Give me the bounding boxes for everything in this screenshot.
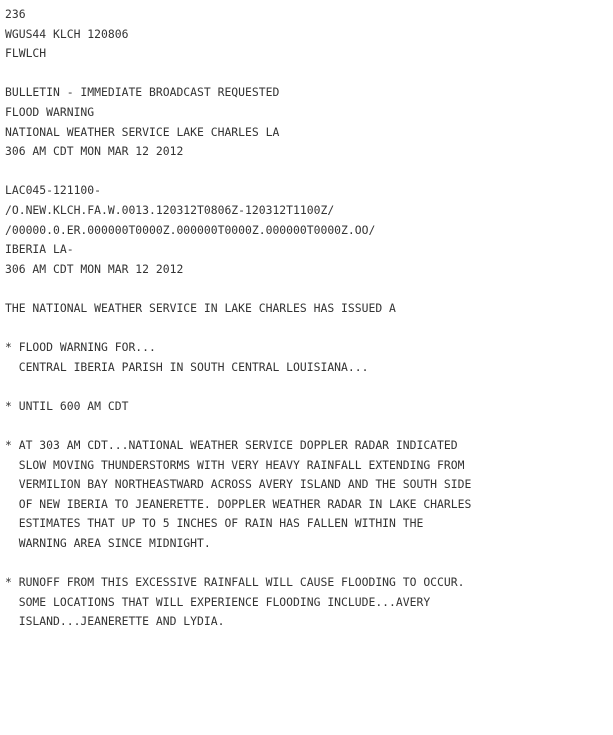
bulletin-line bbox=[5, 319, 613, 339]
bulletin-line: /00000.0.ER.000000T0000Z.000000T0000Z.000000T0000Z.OO/ bbox=[5, 222, 376, 237]
bulletin-line: 306 AM CDT MON MAR 12 2012 bbox=[5, 144, 184, 159]
bulletin-line bbox=[5, 416, 613, 436]
bulletin-line: 306 AM CDT MON MAR 12 2012 bbox=[5, 261, 184, 276]
bulletin-line: 236 bbox=[5, 7, 26, 21]
bulletin-line: * AT 303 AM CDT...NATIONAL WEATHER SERVICE DOPPLER RADAR INDICATED bbox=[5, 438, 458, 453]
bulletin-line: WARNING AREA SINCE MIDNIGHT. bbox=[5, 536, 211, 551]
bulletin-line: CENTRAL IBERIA PARISH IN SOUTH CENTRAL LOUISIANA... bbox=[5, 359, 369, 374]
bulletin-line bbox=[5, 279, 613, 299]
bulletin-line: BULLETIN - IMMEDIATE BROADCAST REQUESTED bbox=[5, 85, 280, 100]
bulletin-line: * RUNOFF FROM THIS EXCESSIVE RAINFALL WILL CAUSE FLOODING TO OCCUR. bbox=[5, 575, 465, 590]
bulletin-line bbox=[5, 554, 613, 574]
bulletin-line: * UNTIL 600 AM CDT bbox=[5, 398, 129, 413]
bulletin-line: ISLAND...JEANERETTE AND LYDIA. bbox=[5, 614, 225, 629]
bulletin-line: SLOW MOVING THUNDERSTORMS WITH VERY HEAVY RAINFALL EXTENDING FROM bbox=[5, 457, 465, 472]
bulletin-line: VERMILION BAY NORTHEASTWARD ACROSS AVERY ISLAND AND THE SOUTH SIDE bbox=[5, 477, 472, 492]
bulletin-line: * FLOOD WARNING FOR... bbox=[5, 340, 156, 355]
bulletin-line: /O.NEW.KLCH.FA.W.0013.120312T0806Z-120312T1100Z/ bbox=[5, 202, 335, 217]
bulletin-line bbox=[5, 64, 613, 84]
bulletin-line: OF NEW IBERIA TO JEANERETTE. DOPPLER WEATHER RADAR IN LAKE CHARLES bbox=[5, 496, 472, 511]
bulletin-line: NATIONAL WEATHER SERVICE LAKE CHARLES LA bbox=[5, 124, 280, 139]
bulletin-line: LAC045-121100- bbox=[5, 183, 102, 198]
bulletin-line: WGUS44 KLCH 120806 bbox=[5, 26, 129, 41]
bulletin-line: THE NATIONAL WEATHER SERVICE IN LAKE CHARLES HAS ISSUED A bbox=[5, 300, 396, 315]
bulletin-line bbox=[5, 162, 613, 182]
bulletin-line: SOME LOCATIONS THAT WILL EXPERIENCE FLOODING INCLUDE...AVERY bbox=[5, 594, 431, 609]
bulletin-line: FLWLCH bbox=[5, 46, 47, 61]
bulletin-line bbox=[5, 377, 613, 397]
bulletin-line: IBERIA LA- bbox=[5, 242, 74, 257]
bulletin-line: FLOOD WARNING bbox=[5, 104, 95, 119]
bulletin-line: ESTIMATES THAT UP TO 5 INCHES OF RAIN HAS FALLEN WITHIN THE bbox=[5, 516, 424, 531]
